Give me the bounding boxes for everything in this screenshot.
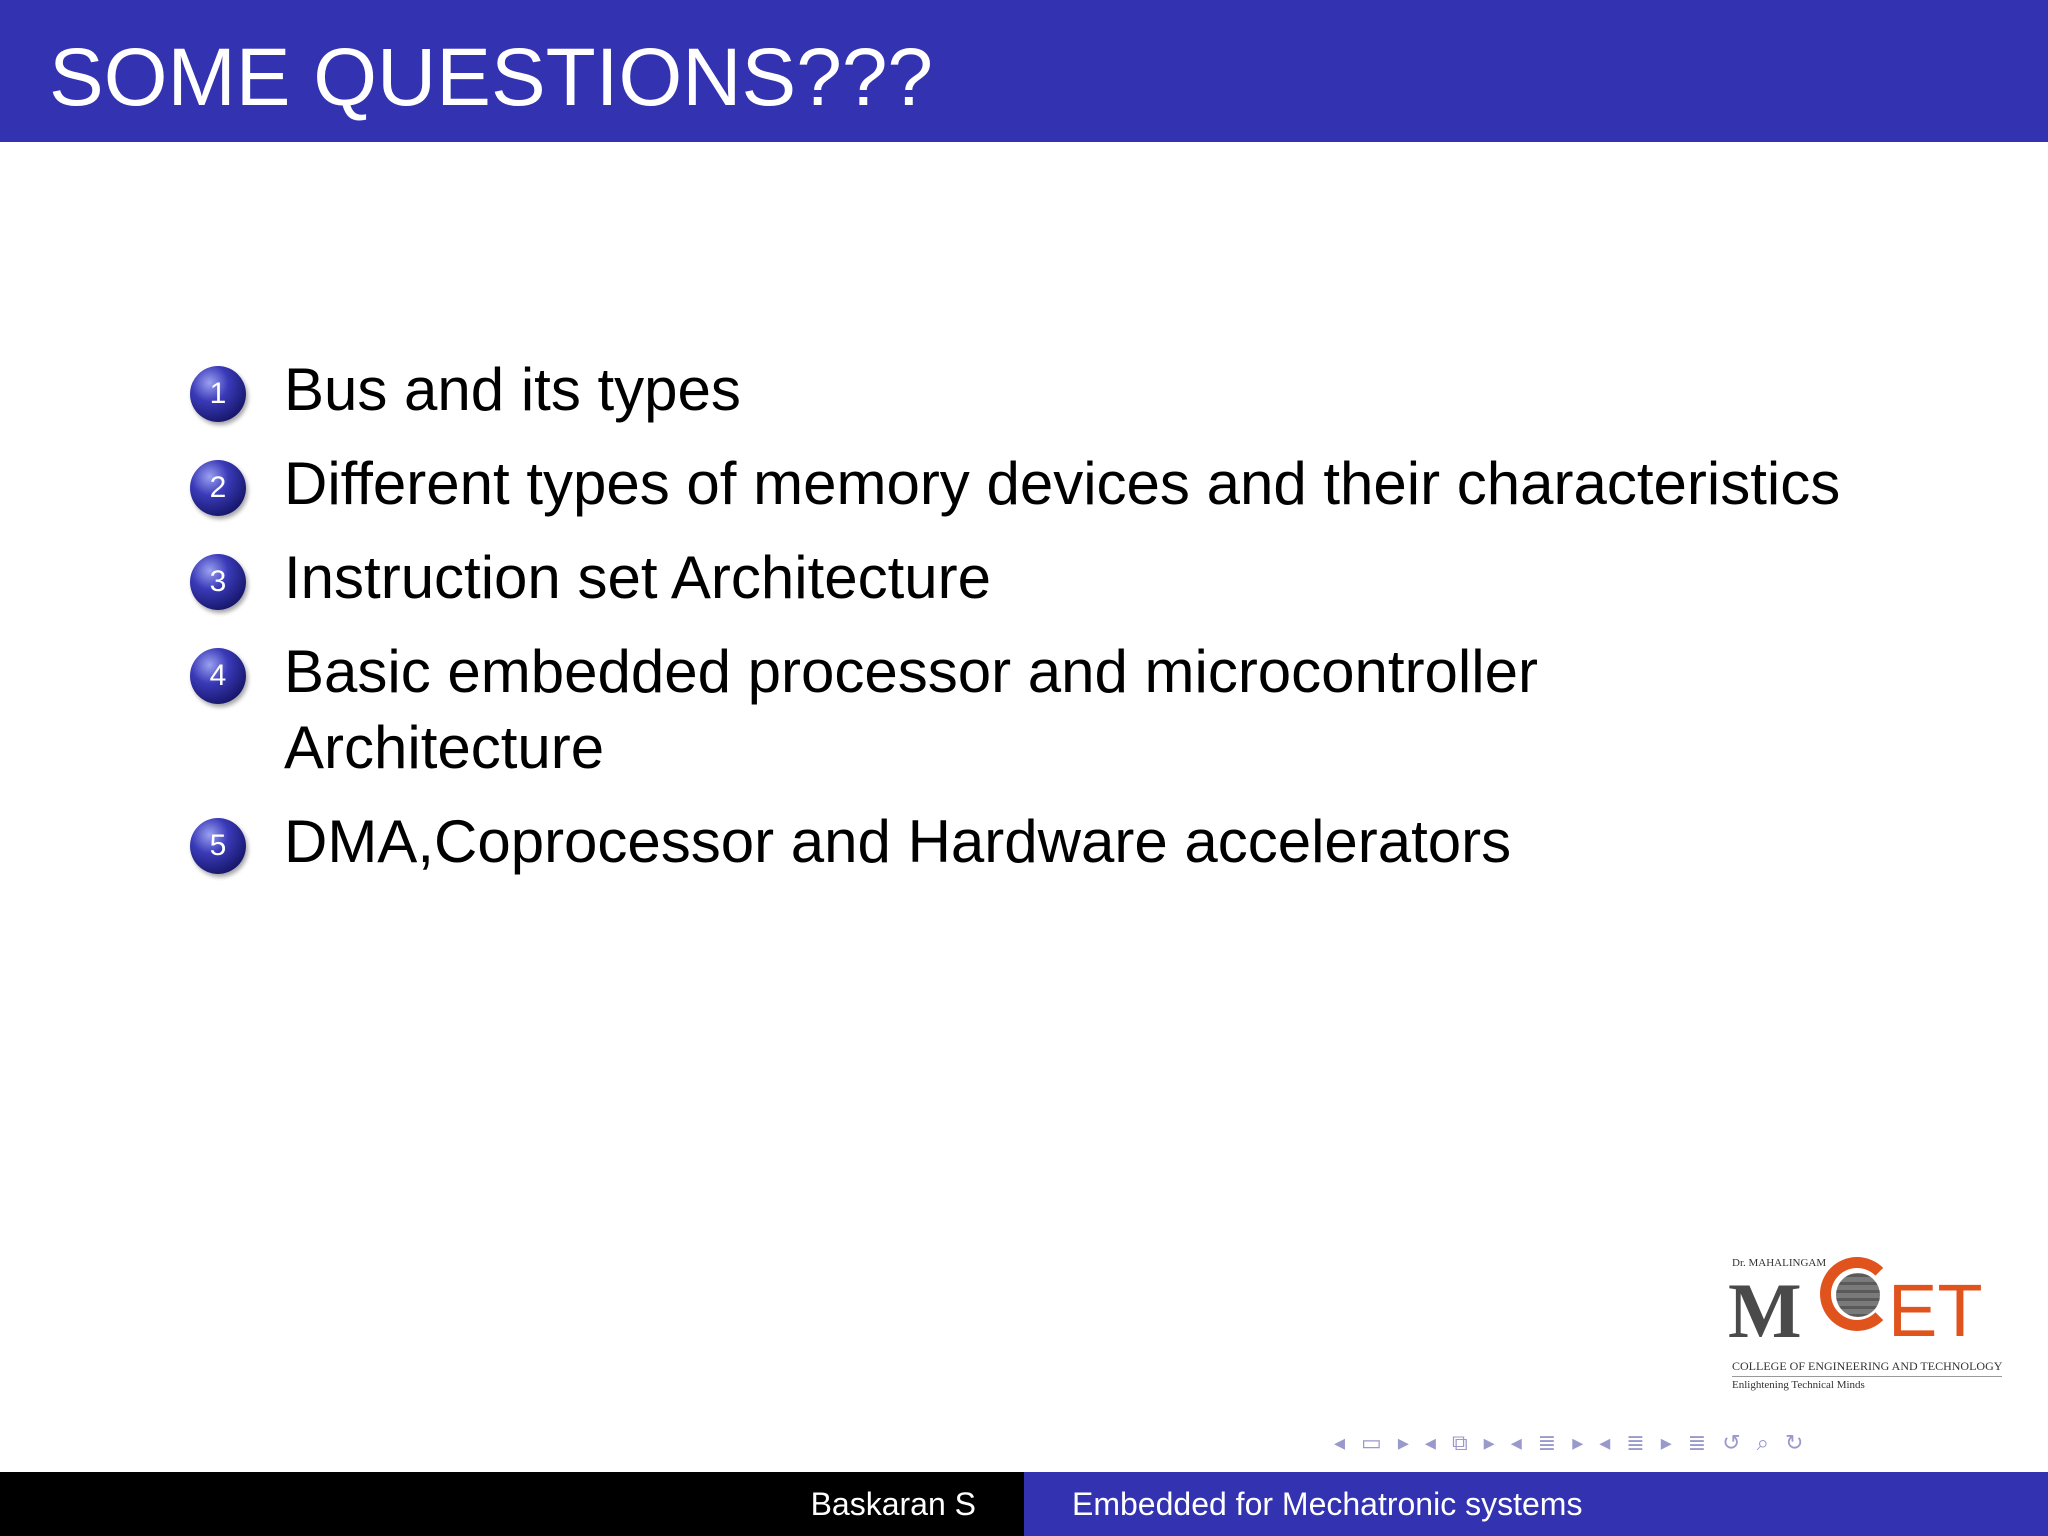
title-bar — [0, 0, 2048, 142]
item-text: Bus and its types — [284, 356, 741, 423]
nav-frame-icon[interactable]: ▭ — [1361, 1430, 1382, 1455]
list-item — [190, 540, 2034, 616]
item-text: Instruction set Architecture — [284, 544, 991, 611]
item-text: DMA,Coprocessor and Hardware accelerators — [284, 808, 1512, 875]
globe-icon — [1836, 1273, 1880, 1317]
item-number-ball: 5 — [190, 818, 246, 874]
footer-author: Baskaran S — [810, 1486, 976, 1522]
beamer-navigation — [1334, 1428, 1803, 1458]
logo-subtitle: COLLEGE OF ENGINEERING AND TECHNOLOGY — [1732, 1359, 2002, 1377]
list-item — [190, 634, 1784, 786]
nav-prev-frame-icon[interactable]: ◂ — [1334, 1430, 1346, 1455]
footer — [0, 1472, 2048, 1536]
item-number-ball: 2 — [190, 460, 246, 516]
logo-tagline: Enlightening Technical Minds — [1732, 1379, 1865, 1391]
footer-author-panel — [0, 1472, 1024, 1536]
nav-forward-icon[interactable]: ↻ — [1784, 1430, 1804, 1455]
item-number-ball: 3 — [190, 554, 246, 610]
nav-next-frame-icon[interactable]: ▸ — [1397, 1430, 1409, 1455]
item-text: Different types of memory devices and their characteristics — [284, 450, 1841, 517]
nav-back-icon[interactable]: ↺ — [1722, 1430, 1741, 1455]
footer-course-title: Embedded for Mechatronic systems — [1072, 1486, 1583, 1522]
footer-course-panel — [1024, 1472, 2048, 1536]
logo-letters-et: ET — [1888, 1269, 1983, 1352]
list-item — [190, 804, 2034, 880]
nav-section-icon[interactable]: ≣ — [1537, 1430, 1557, 1455]
college-logo — [1728, 1255, 2008, 1395]
nav-prev-doc-icon[interactable]: ◂ — [1599, 1430, 1611, 1455]
nav-subsection-icon[interactable]: ⧉ — [1451, 1430, 1468, 1455]
nav-doc-icon[interactable]: ≣ — [1626, 1430, 1645, 1455]
list-item — [190, 352, 2034, 428]
item-number-ball: 4 — [190, 648, 246, 704]
nav-next-subsection-icon[interactable]: ▸ — [1483, 1430, 1495, 1455]
logo-top-text: Dr. MAHALINGAM — [1732, 1257, 1827, 1269]
question-list — [190, 352, 2034, 898]
nav-toc-icon[interactable]: ≣ — [1687, 1430, 1707, 1455]
item-text: Basic embedded processor and microcontroller Architecture — [284, 638, 1538, 781]
list-item — [190, 446, 2034, 522]
slide-title: SOME QUESTIONS??? — [49, 32, 934, 123]
nav-search-icon[interactable]: ⌕ — [1756, 1430, 1769, 1455]
logo-letter-m: M — [1728, 1267, 1802, 1354]
nav-prev-section-icon[interactable]: ◂ — [1510, 1430, 1522, 1455]
nav-next-doc-icon[interactable]: ▸ — [1660, 1430, 1672, 1455]
nav-next-section-icon[interactable]: ▸ — [1572, 1430, 1584, 1455]
nav-prev-subsection-icon[interactable]: ◂ — [1424, 1430, 1436, 1455]
item-number-ball: 1 — [190, 366, 246, 422]
